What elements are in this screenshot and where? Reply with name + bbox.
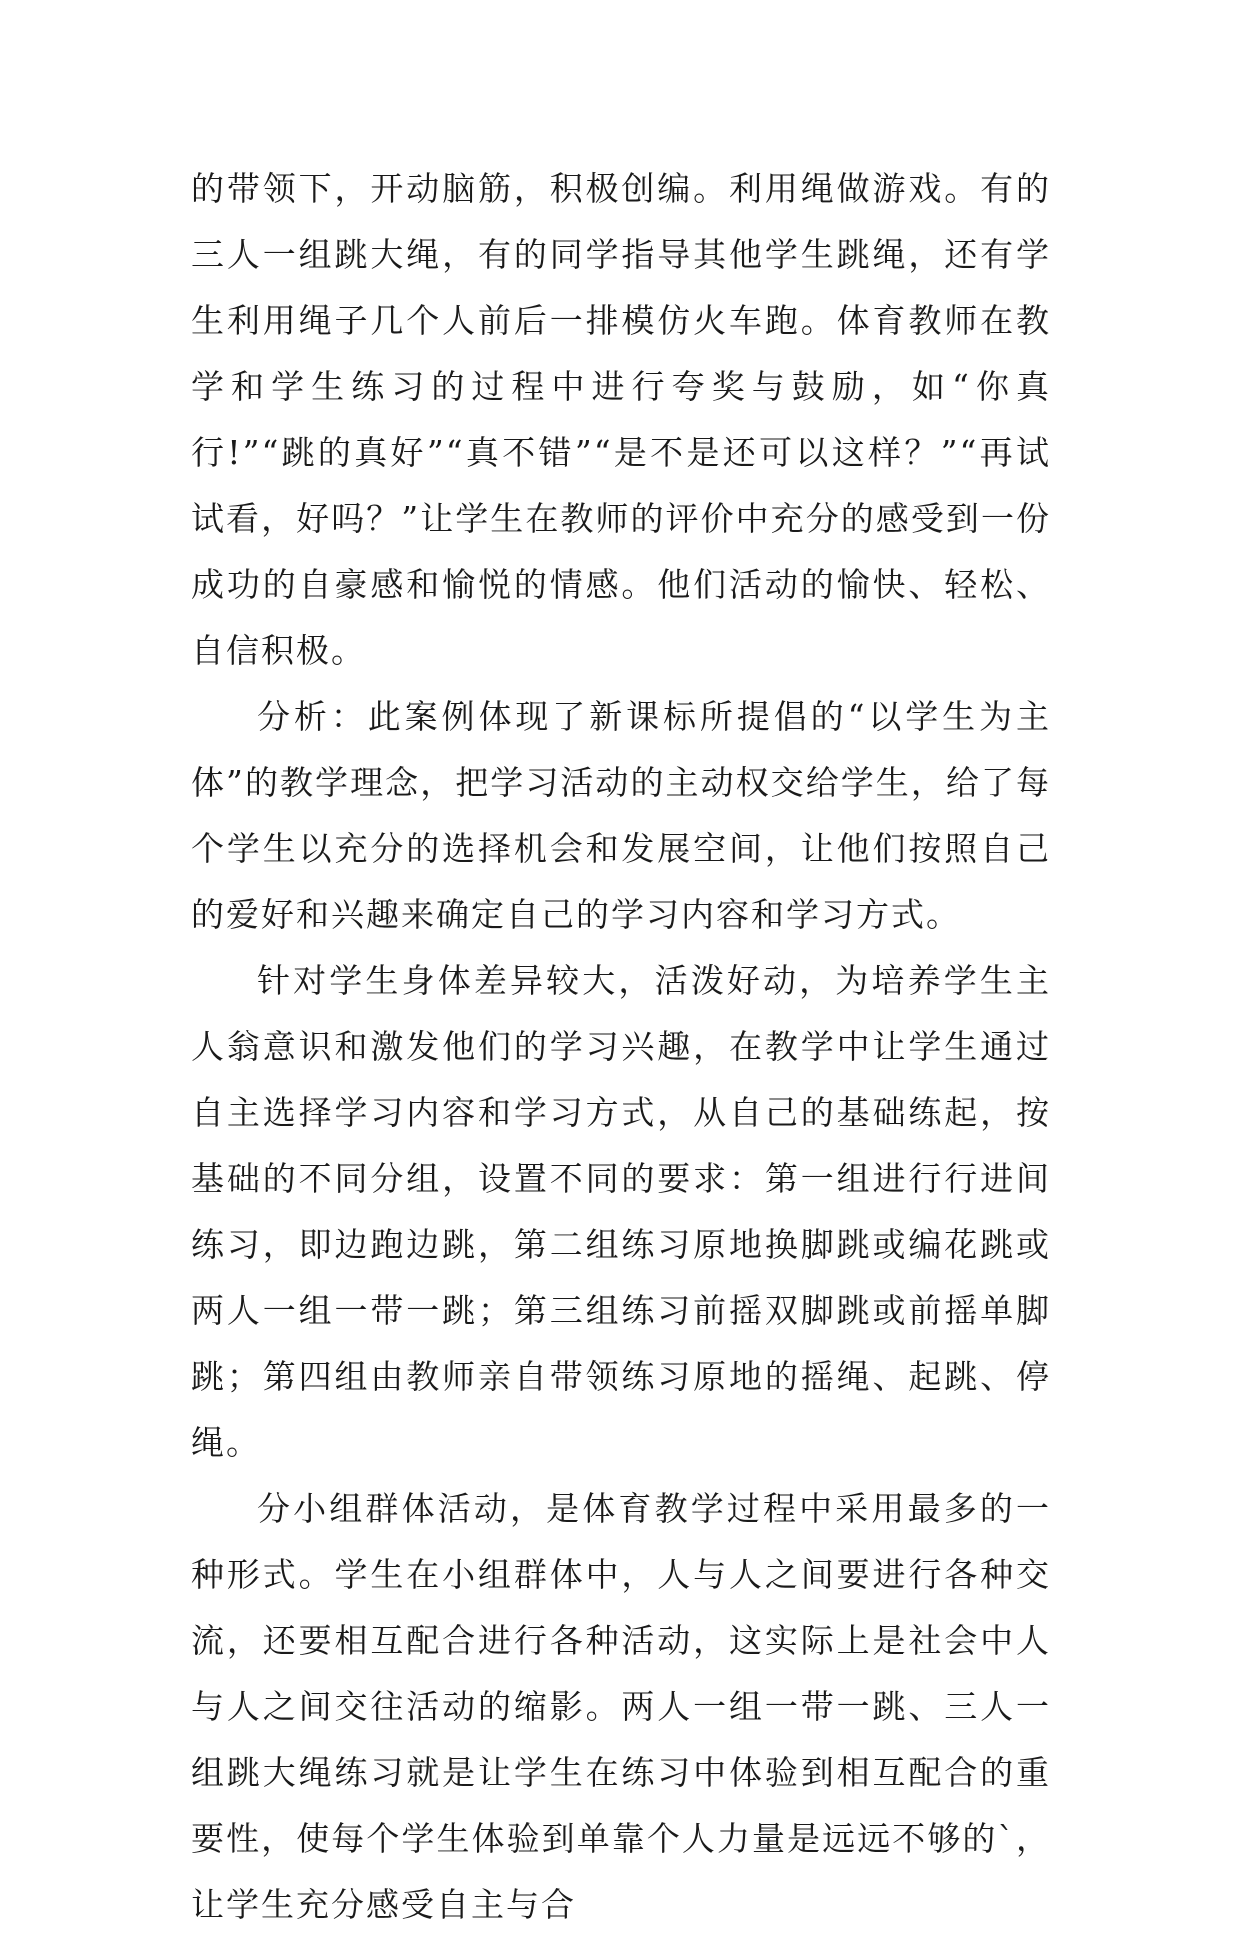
paragraph-grouping: 针对学生身体差异较大，活泼好动，为培养学生主人翁意识和激发他们的学习兴趣，在教学中让学生通过自主选择学习内容和学习方式，从自己的基础练起，按基础的不同分组，设置不同的要求：第一组进行行进间练习，即边跑边跳，第二组练习原地换脚跳或编花跳或两人一组一带一跳；第三组练习前摇双脚跳或前摇单脚跳；第四组由教师亲自带领练习原地的摇绳、起跳、停绳。 bbox=[191, 961, 1051, 1462]
paragraph-group-activity: 分小组群体活动，是体育教学过程中采用最多的一种形式。学生在小组群体中，人与人之间要进行各种交流，还要相互配合进行各种活动，这实际上是社会中人与人之间交往活动的缩影。两人一组一带一跳、三人一组跳大绳练习就是让学生在练习中体验到相互配合的重要性，使每个学生体验到单靠个人力量是远远不够的`，让学生充分感受自主与合 bbox=[191, 1489, 1051, 1924]
paragraph-continuation: 的带领下，开动脑筋，积极创编。利用绳做游戏。有的三人一组跳大绳，有的同学指导其他学生跳绳，还有学生利用绳子几个人前后一排模仿火车跑。体育教师在教学和学生练习的过程中进行夸奖与鼓励，如“你真行!”“跳的真好”“真不错”“是不是还可以这样？”“再试试看，好吗？”让学生在教师的评价中充分的感受到一份成功的自豪感和愉悦的情感。他们活动的愉快、轻松、自信积极。 bbox=[191, 169, 1051, 670]
body-text bbox=[191, 156, 1051, 1938]
paragraph-analysis: 分析：此案例体现了新课标所提倡的“以学生为主体”的教学理念，把学习活动的主动权交给学生，给了每个学生以充分的选择机会和发展空间，让他们按照自己的爱好和兴趣来确定自己的学习内容和学习方式。 bbox=[191, 697, 1051, 934]
